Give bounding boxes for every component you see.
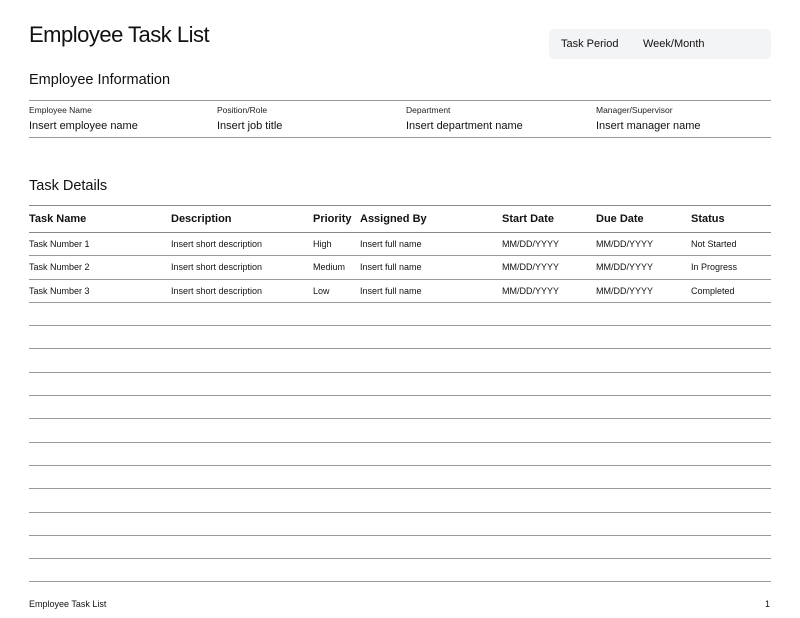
task-details-heading: Task Details [29,178,108,194]
empty-cell[interactable] [171,349,313,372]
empty-table-row[interactable] [29,512,771,535]
empty-cell[interactable] [596,302,691,325]
empty-cell[interactable] [171,419,313,442]
empty-cell[interactable] [29,559,171,582]
table-cell[interactable]: Insert short description [171,233,313,256]
empty-cell[interactable] [691,465,771,488]
empty-cell[interactable] [502,489,596,512]
empty-cell[interactable] [171,489,313,512]
empty-cell[interactable] [171,559,313,582]
table-row [29,279,771,302]
column-header: Task Name [29,206,171,233]
footer-title: Employee Task List [29,599,107,609]
empty-cell[interactable] [360,512,502,535]
empty-cell[interactable] [360,326,502,349]
table-cell[interactable]: Insert full name [360,233,502,256]
empty-cell[interactable] [29,326,171,349]
task-period-value[interactable]: Week/Month [643,38,705,50]
table-cell[interactable]: Not Started [691,233,771,256]
empty-cell[interactable] [313,396,360,419]
empty-table-row[interactable] [29,326,771,349]
empty-cell[interactable] [29,535,171,558]
table-cell[interactable]: Insert full name [360,279,502,302]
field-employee-name [29,105,138,132]
empty-cell[interactable] [691,512,771,535]
field-label: Department [406,105,451,115]
empty-cell[interactable] [29,442,171,465]
table-cell[interactable]: Completed [691,279,771,302]
empty-cell[interactable] [691,442,771,465]
empty-cell[interactable] [360,396,502,419]
empty-cell[interactable] [313,419,360,442]
empty-cell[interactable] [502,349,596,372]
table-row [29,256,771,279]
empty-cell[interactable] [360,559,502,582]
empty-cell[interactable] [691,396,771,419]
empty-cell[interactable] [313,512,360,535]
empty-cell[interactable] [596,465,691,488]
column-header: Description [171,206,313,233]
table-header-row [29,206,771,233]
empty-table-row[interactable] [29,442,771,465]
table-cell[interactable]: Insert short description [171,256,313,279]
empty-cell[interactable] [29,349,171,372]
table-cell[interactable]: Medium [313,256,360,279]
empty-cell[interactable] [29,489,171,512]
empty-cell[interactable] [360,442,502,465]
page-number: 1 [765,599,771,609]
empty-table-row[interactable] [29,559,771,582]
employee-info-section [29,100,771,138]
task-period-label: Task Period [561,38,619,50]
empty-cell[interactable] [596,489,691,512]
column-header: Start Date [502,206,596,233]
table-cell[interactable]: MM/DD/YYYY [502,279,596,302]
field-value[interactable]: Insert employee name [29,120,138,132]
employee-info-heading: Employee Information [29,72,171,88]
empty-cell[interactable] [691,326,771,349]
empty-cell[interactable] [313,559,360,582]
empty-cell[interactable] [502,465,596,488]
empty-cell[interactable] [502,326,596,349]
table-cell[interactable]: Task Number 2 [29,256,171,279]
empty-cell[interactable] [691,419,771,442]
empty-cell[interactable] [29,302,171,325]
field-label: Position/Role [217,105,268,115]
table-cell[interactable]: Task Number 3 [29,279,171,302]
column-header: Due Date [596,206,691,233]
column-header: Priority [313,206,360,233]
task-period-box [549,29,771,59]
empty-cell[interactable] [502,442,596,465]
field-department [406,105,523,132]
table-cell[interactable]: In Progress [691,256,771,279]
empty-cell[interactable] [596,326,691,349]
empty-cell[interactable] [313,326,360,349]
empty-table-row[interactable] [29,349,771,372]
table-cell[interactable]: Insert full name [360,256,502,279]
empty-cell[interactable] [502,419,596,442]
empty-cell[interactable] [596,535,691,558]
field-manager [596,105,701,132]
empty-table-row[interactable] [29,535,771,558]
empty-cell[interactable] [596,559,691,582]
table-cell[interactable]: MM/DD/YYYY [596,233,691,256]
task-table [29,205,771,582]
empty-table-row[interactable] [29,465,771,488]
field-label: Manager/Supervisor [596,105,673,115]
empty-cell[interactable] [502,512,596,535]
table-cell[interactable]: MM/DD/YYYY [502,256,596,279]
field-value[interactable]: Insert job title [217,120,283,132]
table-cell[interactable]: MM/DD/YYYY [596,279,691,302]
empty-cell[interactable] [596,349,691,372]
empty-cell[interactable] [691,349,771,372]
empty-table-row[interactable] [29,372,771,395]
empty-cell[interactable] [313,349,360,372]
empty-cell[interactable] [29,396,171,419]
field-value[interactable]: Insert manager name [596,120,701,132]
empty-cell[interactable] [360,372,502,395]
empty-cell[interactable] [691,372,771,395]
empty-cell[interactable] [691,302,771,325]
empty-cell[interactable] [502,302,596,325]
empty-cell[interactable] [313,535,360,558]
empty-cell[interactable] [502,372,596,395]
empty-cell[interactable] [596,372,691,395]
empty-cell[interactable] [360,419,502,442]
table-cell[interactable]: Low [313,279,360,302]
empty-cell[interactable] [691,535,771,558]
empty-cell[interactable] [29,465,171,488]
empty-cell[interactable] [691,559,771,582]
empty-table-row[interactable] [29,489,771,512]
empty-cell[interactable] [171,372,313,395]
empty-cell[interactable] [596,442,691,465]
empty-table-row[interactable] [29,396,771,419]
empty-cell[interactable] [29,512,171,535]
table-cell[interactable]: Task Number 1 [29,233,171,256]
empty-cell[interactable] [360,535,502,558]
empty-cell[interactable] [502,559,596,582]
empty-cell[interactable] [360,302,502,325]
empty-cell[interactable] [29,372,171,395]
empty-cell[interactable] [360,349,502,372]
empty-cell[interactable] [596,512,691,535]
empty-cell[interactable] [171,326,313,349]
empty-table-row[interactable] [29,302,771,325]
empty-cell[interactable] [171,535,313,558]
empty-cell[interactable] [596,419,691,442]
column-header: Status [691,206,771,233]
table-row [29,233,771,256]
empty-cell[interactable] [360,489,502,512]
empty-cell[interactable] [691,489,771,512]
field-position [217,105,282,132]
table-cell[interactable]: High [313,233,360,256]
empty-cell[interactable] [313,302,360,325]
empty-cell[interactable] [360,465,502,488]
empty-cell[interactable] [171,302,313,325]
field-label: Employee Name [29,105,92,115]
table-cell[interactable]: MM/DD/YYYY [502,233,596,256]
table-cell[interactable]: MM/DD/YYYY [596,256,691,279]
empty-table-row[interactable] [29,419,771,442]
empty-cell[interactable] [313,442,360,465]
empty-cell[interactable] [171,442,313,465]
empty-cell[interactable] [171,396,313,419]
empty-cell[interactable] [29,419,171,442]
empty-cell[interactable] [596,396,691,419]
table-cell[interactable]: Insert short description [171,279,313,302]
empty-cell[interactable] [502,396,596,419]
empty-cell[interactable] [502,535,596,558]
field-value[interactable]: Insert department name [406,120,523,132]
empty-cell[interactable] [171,512,313,535]
empty-cell[interactable] [171,465,313,488]
page-title: Employee Task List [29,22,210,47]
empty-cell[interactable] [313,465,360,488]
column-header: Assigned By [360,206,502,233]
empty-cell[interactable] [313,372,360,395]
empty-cell[interactable] [313,489,360,512]
